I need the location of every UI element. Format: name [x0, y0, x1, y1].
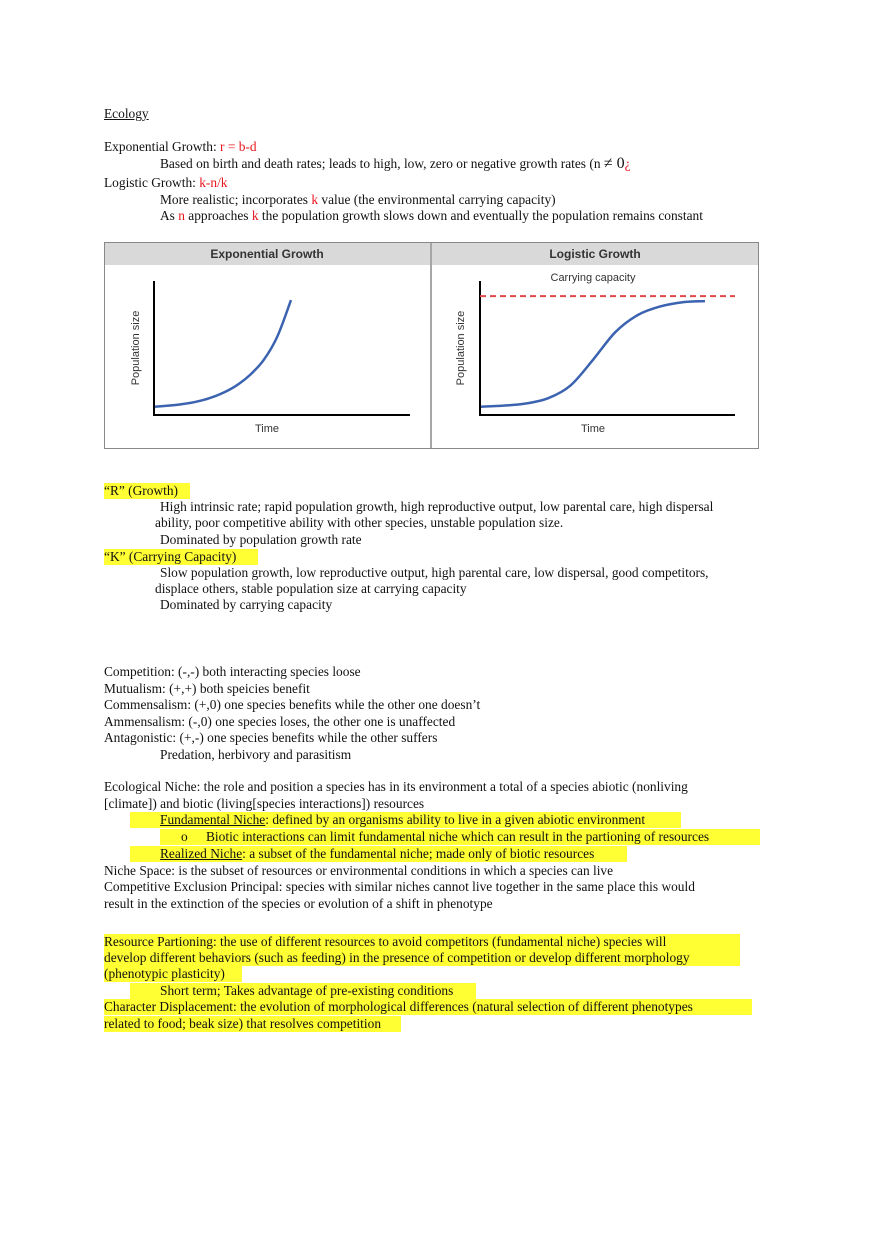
text-span: More realistic; incorporates: [160, 192, 312, 207]
interaction-line: Mutualism: (+,+) both speicies benefit: [104, 681, 310, 696]
bullet-continuation: displace others, stable population size at carrying capacity: [155, 581, 467, 596]
cep-line: result in the extinction of the species or evolution of a shift in phenotype: [104, 896, 493, 911]
resource-line: develop different behaviors (such as feeding) in the presence of competition or develop different morphology: [104, 950, 690, 965]
resource-line: (phenotypic plasticity): [104, 966, 225, 981]
logistic-formula: k-n/k: [199, 175, 228, 190]
bullet-text: Biotic interactions can limit fundamental niche which can result in the partioning of resources: [206, 829, 710, 844]
bullet-text: Dominated by carrying capacity: [160, 597, 333, 612]
exp-chart-title: Exponential Growth: [210, 247, 324, 261]
log-y-label: Population size: [455, 310, 467, 386]
interaction-line: Antagonistic: (+,-) one species benefits while the other suffers: [104, 730, 438, 745]
log-chart-title: Logistic Growth: [549, 247, 641, 261]
niche-space-line: Niche Space: is the subset of resources or environmental conditions in which a species can live: [104, 863, 614, 878]
stray-glyph: ¿: [624, 156, 631, 171]
exponential-label: Exponential Growth:: [104, 139, 221, 154]
character-displacement-line: Character Displacement: the evolution of morphological differences (natural selection of different phenotypes: [104, 999, 693, 1014]
text-span: : defined by an organisms ability to live in a given abiotic environment: [265, 812, 646, 827]
interaction-line: Competition: (-,-) both interacting species loose: [104, 664, 361, 679]
bullet-text: Predation, herbivory and parasitism: [160, 747, 352, 762]
not-equal-zero: ≠ 0: [603, 155, 625, 172]
bullet-continuation: ability, poor competitive ability with other species, unstable population size.: [155, 515, 564, 530]
carrying-capacity-label: Carrying capacity: [550, 272, 636, 284]
exp-y-label: Population size: [130, 310, 142, 386]
exponential-formula: r = b-d: [220, 139, 257, 154]
page-title: Ecology: [104, 106, 149, 121]
text-span: species will: [603, 934, 667, 949]
n-term: n: [178, 208, 185, 223]
character-displacement-line: related to food; beak size) that resolves competition: [104, 1016, 382, 1031]
bullet-text: Dominated by population growth rate: [160, 532, 362, 547]
text-span: Resource Partioning: the use of different resources to avoid competitors (fundamental niche): [104, 934, 604, 949]
resource-line: [104, 934, 666, 950]
growth-charts-svg: [105, 243, 758, 448]
niche-line: [104, 779, 688, 795]
logistic-growth-line: [104, 175, 227, 191]
interaction-line: Commensalism: (+,0) one species benefits while the other one doesn’t: [104, 697, 481, 712]
bullet-text: Slow population growth, low reproductive output, high parental care, low dispersal, good competitors,: [160, 565, 709, 580]
sub-bullet-marker: o: [181, 829, 188, 844]
growth-charts-figure: [104, 242, 759, 449]
text-span: As: [160, 208, 179, 223]
text-span: this would: [638, 879, 695, 894]
log-points: [480, 300, 706, 408]
k-term: k: [311, 192, 319, 207]
exp-x-label: Time: [254, 423, 280, 435]
exponential-bullet-text: Based on birth and death rates; leads to high, low, zero or negative growth rates (n: [160, 156, 604, 171]
text-span: value (the environmental carrying capacity): [318, 192, 556, 207]
r-heading: “R” (Growth): [104, 483, 178, 498]
fundamental-niche-term: Fundamental Niche: [160, 812, 266, 827]
logistic-label: Logistic Growth:: [104, 175, 200, 190]
text-span: approaches: [184, 208, 252, 223]
log-series-line: [481, 301, 705, 407]
k-heading: “K” (Carrying Capacity): [104, 549, 237, 564]
realized-niche-term: Realized Niche: [160, 846, 243, 861]
text-span: the population growth slows down and eventually the population remains constant: [258, 208, 703, 223]
bullet-text: Short term; Takes advantage of pre-existing conditions: [160, 983, 454, 998]
log-x-label: Time: [580, 423, 606, 435]
text-span: Ecological Niche: the role and position a species has in its environment: [104, 779, 490, 794]
text-span: a total of a species abiotic (nonliving: [490, 779, 688, 794]
bullet-text: High intrinsic rate; rapid population growth, high reproductive output, low parental care, high dispersal: [160, 499, 714, 514]
text-span: Competitive Exclusion Principal: species with similar niches cannot live together in the same place: [104, 879, 639, 894]
interaction-line: Ammensalism: (-,0) one species loses, the other one is unaffected: [104, 714, 456, 729]
k-term: k: [251, 208, 259, 223]
text-span: : a subset of the fundamental niche; made only of biotic resources: [242, 846, 595, 861]
niche-line: [climate]) and biotic (living[species interactions]) resources: [104, 796, 425, 811]
cep-line: [104, 879, 695, 895]
exponential-growth-line: [104, 139, 257, 155]
